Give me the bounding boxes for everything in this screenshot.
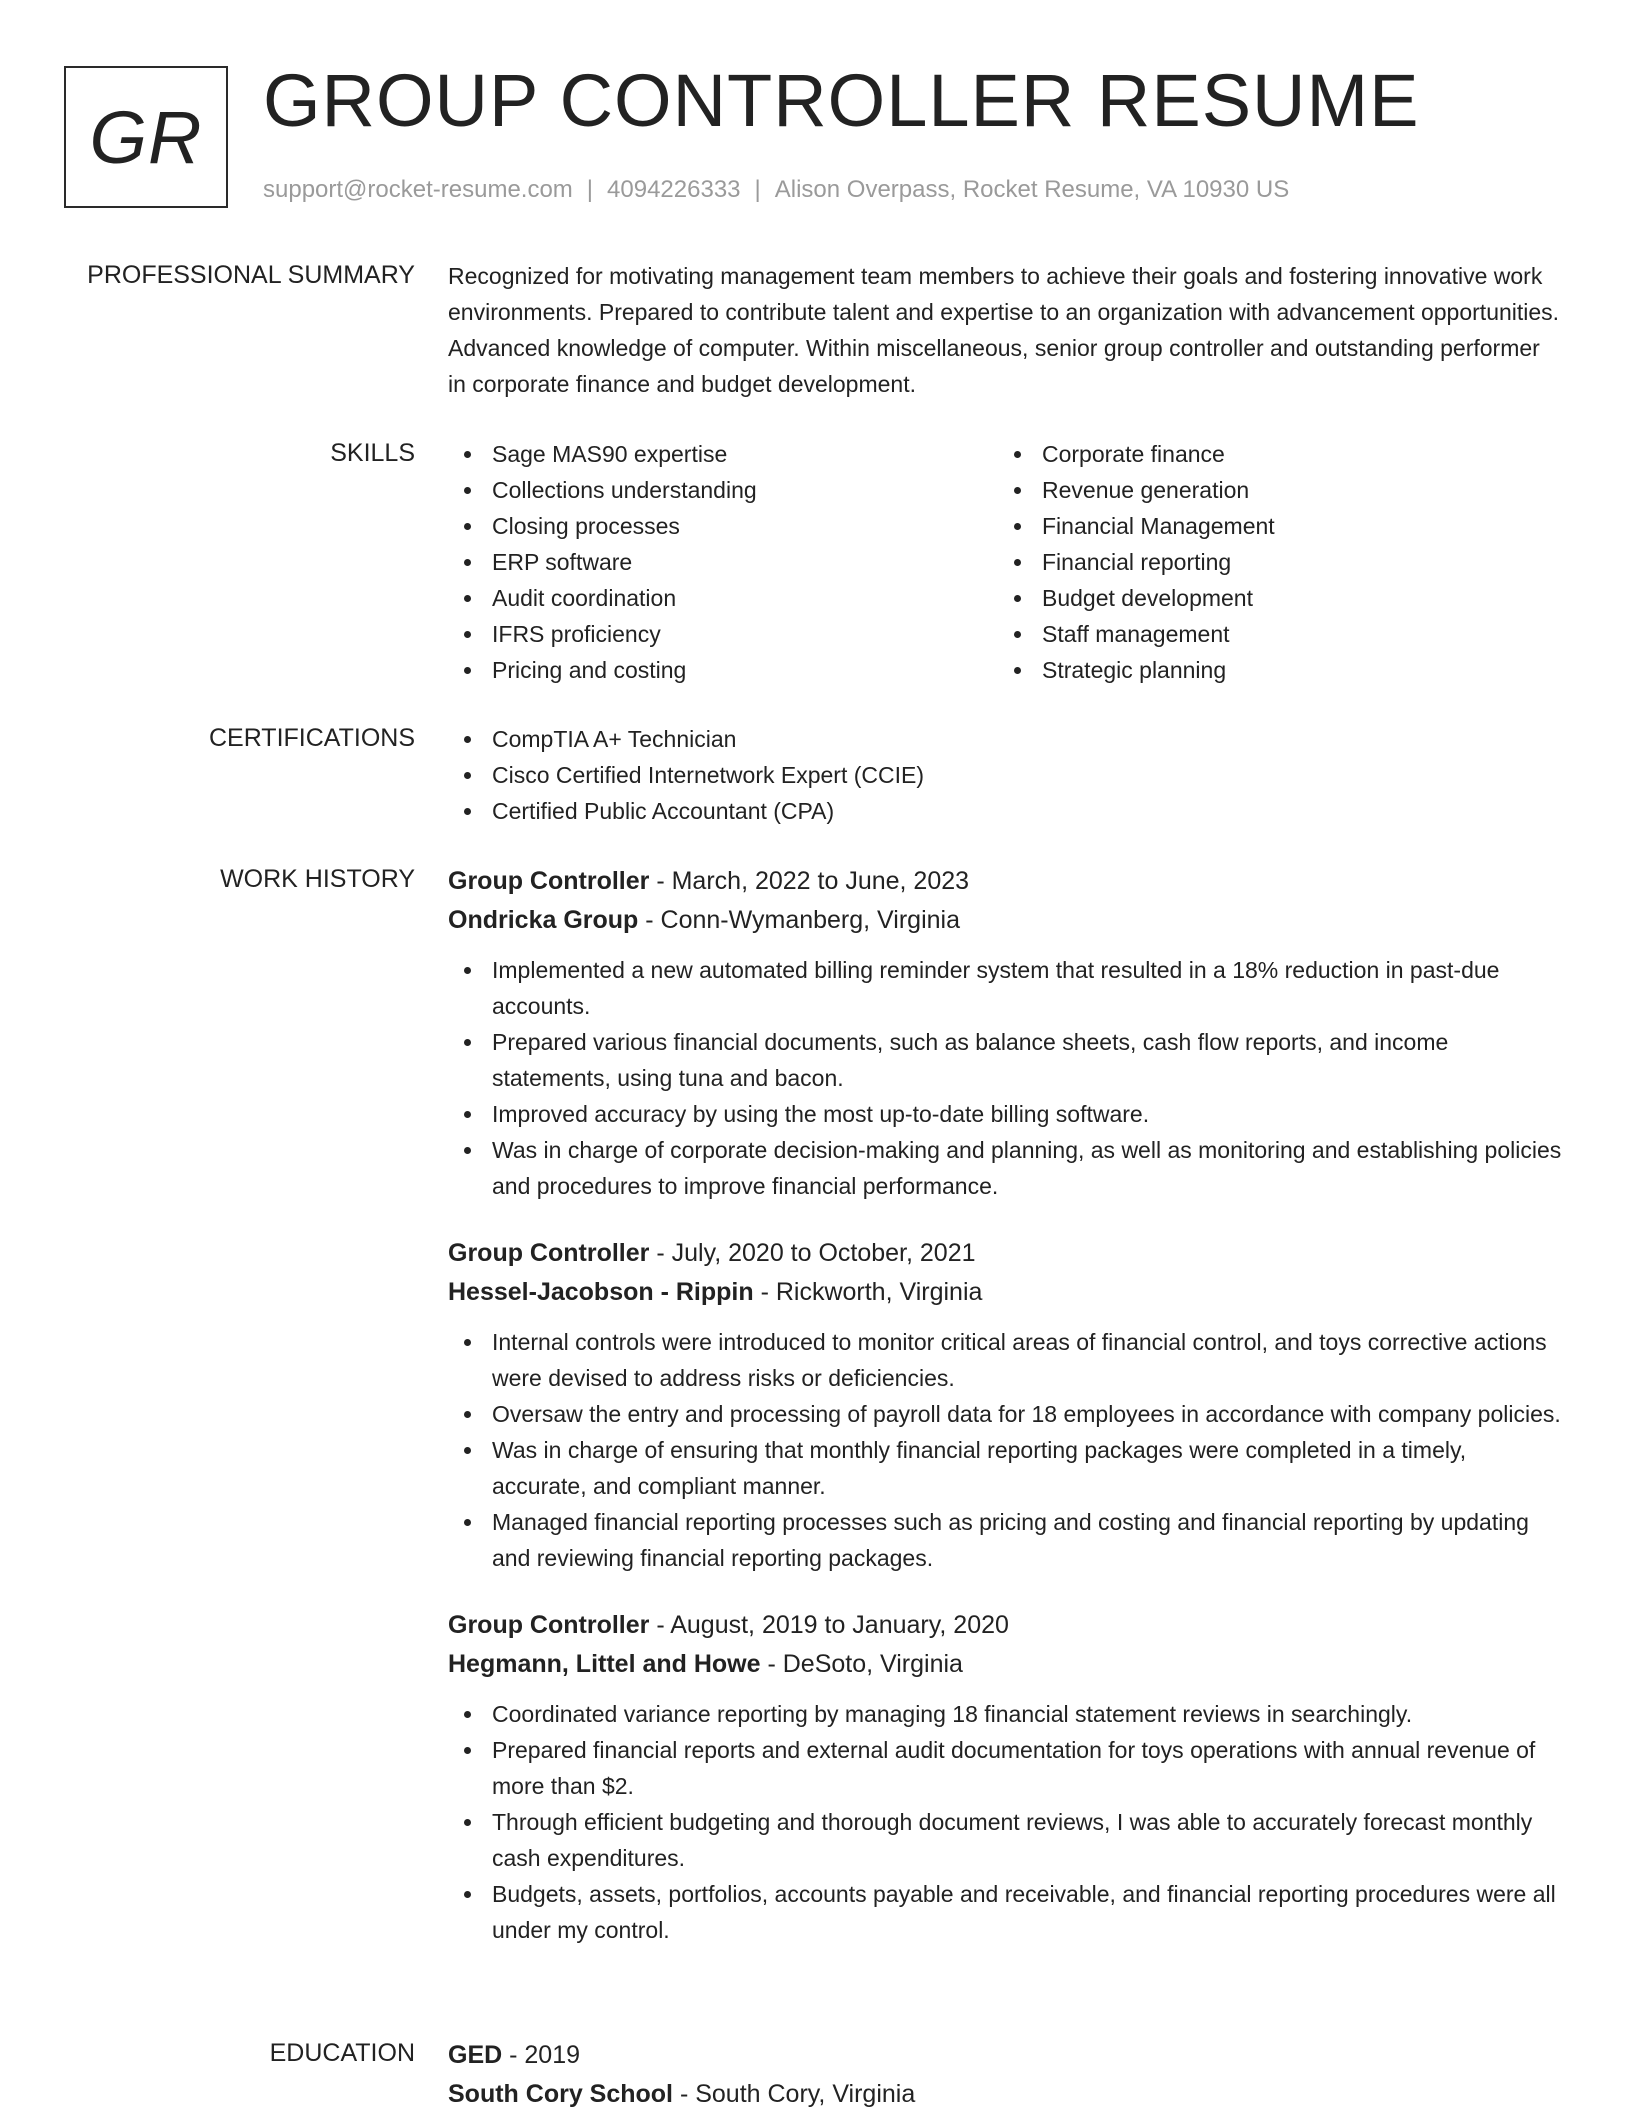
job-company-line	[448, 1644, 1564, 1684]
monogram-initials: GR	[89, 95, 203, 179]
job-dates: - July, 2020 to October, 2021	[649, 1239, 976, 1267]
job-bullet: Coordinated variance reporting by managing 18 financial statement reviews in searchingly.	[448, 1696, 1564, 1732]
job-bullet: Prepared various financial documents, such as balance sheets, cash flow reports, and income statements, using tuna and bacon.	[448, 1024, 1564, 1096]
section-label: WORK HISTORY	[220, 865, 415, 893]
job-title: Group Controller	[448, 1611, 650, 1639]
job-bullets	[448, 1696, 1564, 1948]
job-location: - Rickworth, Virginia	[753, 1278, 983, 1306]
job-bullet: Implemented a new automated billing reminder system that resulted in a 18% reduction in past-due accounts.	[448, 952, 1564, 1024]
contact-address: Alison Overpass, Rocket Resume, VA 10930 US	[774, 176, 1290, 203]
education-school-line	[448, 2074, 1564, 2114]
contact-line	[263, 174, 1289, 206]
section-label: SKILLS	[330, 439, 415, 467]
certifications-list	[448, 721, 1564, 829]
skill-item: Collections understanding	[448, 472, 998, 508]
skill-item: Corporate finance	[998, 436, 1548, 472]
section-label: EDUCATION	[269, 2039, 415, 2067]
job-bullet: Managed financial reporting processes such as pricing and costing and financial reporting by updating and reviewing financial reporting packages.	[448, 1504, 1564, 1576]
skill-item: Revenue generation	[998, 472, 1548, 508]
job-bullet: Budgets, assets, portfolios, accounts payable and receivable, and financial reporting procedures were all under my control.	[448, 1876, 1564, 1948]
skill-item: Audit coordination	[448, 580, 998, 616]
education-school: South Cory School	[448, 2080, 673, 2108]
skills-column-2	[998, 436, 1548, 688]
skill-item: Financial Management	[998, 508, 1548, 544]
job-title: Group Controller	[448, 1239, 650, 1267]
job-title-line	[448, 1234, 1564, 1272]
job-bullets	[448, 952, 1564, 1204]
job-company: Ondricka Group	[448, 906, 639, 934]
skill-item: Closing processes	[448, 508, 998, 544]
education-year: - 2019	[502, 2041, 581, 2069]
section-label: CERTIFICATIONS	[208, 724, 415, 752]
skill-item: Pricing and costing	[448, 652, 998, 688]
contact-email: support@rocket-resume.com	[263, 176, 573, 203]
job-title: Group Controller	[448, 867, 650, 895]
section-label: PROFESSIONAL SUMMARY	[87, 261, 415, 289]
contact-phone: 4094226333	[607, 176, 741, 203]
job-bullet: Prepared financial reports and external audit documentation for toys operations with annual revenue of more than $2.	[448, 1732, 1564, 1804]
education-degree: GED	[448, 2041, 503, 2069]
certification-item: Certified Public Accountant (CPA)	[448, 793, 1564, 829]
job-title-line	[448, 1606, 1564, 1644]
job-dates: - March, 2022 to June, 2023	[649, 867, 970, 895]
education-degree-line	[448, 2036, 1564, 2074]
job-bullets	[448, 1324, 1564, 1576]
job-company: Hegmann, Littel and Howe	[448, 1650, 761, 1678]
skill-item: Financial reporting	[998, 544, 1548, 580]
job-entry	[448, 1606, 1564, 1948]
summary-text: Recognized for motivating management team members to achieve their goals and fostering innovative work environments. Prepared to contribute talent and expertise to an organization with advancement opportunities. Advanced knowledge of computer. Within miscellaneous, senior group controller and outstanding performer in corporate finance and budget development.	[448, 263, 1560, 397]
job-bullet: Oversaw the entry and processing of payroll data for 18 employees in accordance with company policies.	[448, 1396, 1564, 1432]
job-location: - Conn-Wymanberg, Virginia	[638, 906, 960, 934]
skills-column-1	[448, 436, 998, 688]
certification-item: Cisco Certified Internetwork Expert (CCIE)	[448, 757, 1564, 793]
skill-item: IFRS proficiency	[448, 616, 998, 652]
skill-item: ERP software	[448, 544, 998, 580]
skill-item: Staff management	[998, 616, 1548, 652]
education-location: - South Cory, Virginia	[673, 2080, 916, 2108]
job-bullet: Improved accuracy by using the most up-to-date billing software.	[448, 1096, 1564, 1132]
job-bullet: Was in charge of ensuring that monthly financial reporting packages were completed in a timely, accurate, and compliant manner.	[448, 1432, 1564, 1504]
job-title-line	[448, 862, 1564, 900]
resume-title: GROUP CONTROLLER RESUME	[263, 59, 1420, 142]
job-bullet: Was in charge of corporate decision-making and planning, as well as monitoring and establishing policies and procedures to improve financial performance.	[448, 1132, 1564, 1204]
monogram-box	[64, 66, 228, 208]
certification-item: CompTIA A+ Technician	[448, 721, 1564, 757]
job-location: - DeSoto, Virginia	[760, 1650, 963, 1678]
job-company-line	[448, 1272, 1564, 1312]
skill-item: Sage MAS90 expertise	[448, 436, 998, 472]
contact-separator: |	[586, 176, 594, 203]
job-entry	[448, 862, 1564, 1204]
job-company-line	[448, 900, 1564, 940]
job-dates: - August, 2019 to January, 2020	[649, 1611, 1009, 1639]
contact-separator: |	[754, 176, 761, 203]
skill-item: Strategic planning	[998, 652, 1548, 688]
job-entry	[448, 1234, 1564, 1576]
job-company: Hessel-Jacobson - Rippin	[448, 1278, 754, 1306]
job-bullet: Internal controls were introduced to monitor critical areas of financial control, and toys corrective actions were devised to address risks or deficiencies.	[448, 1324, 1564, 1396]
job-bullet: Through efficient budgeting and thorough document reviews, I was able to accurately forecast monthly cash expenditures.	[448, 1804, 1564, 1876]
skill-item: Budget development	[998, 580, 1548, 616]
